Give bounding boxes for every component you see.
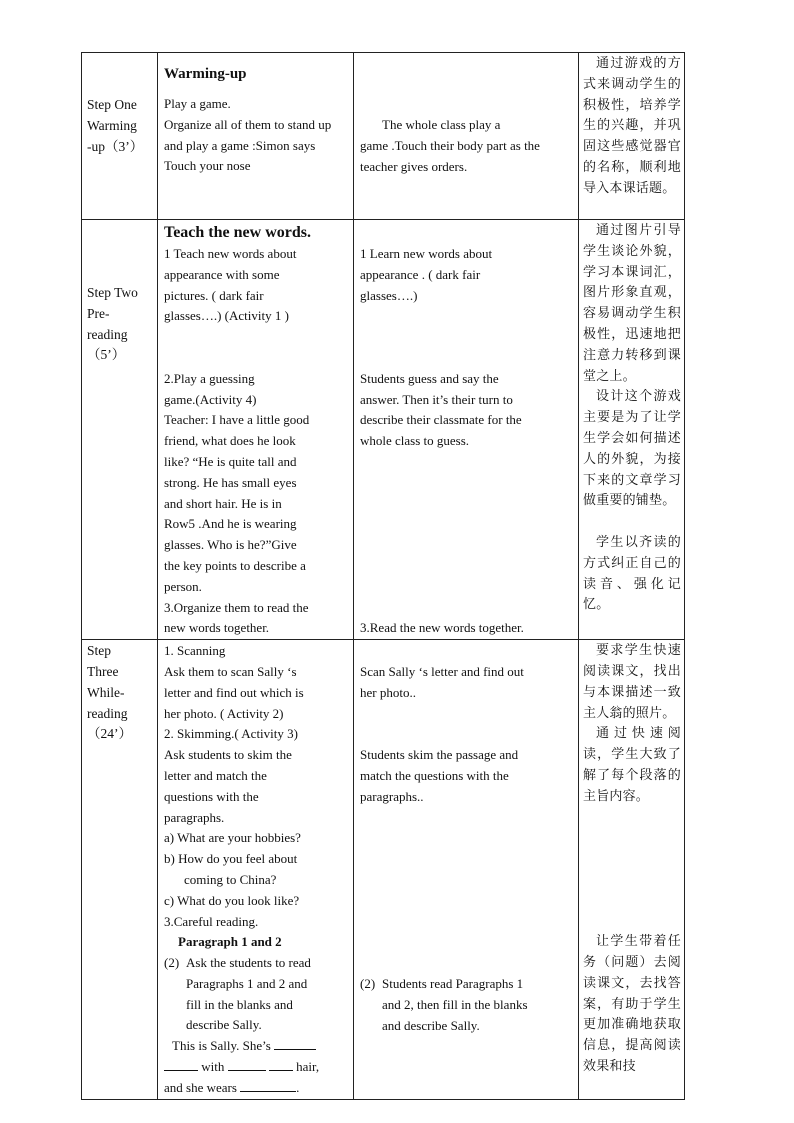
text-line: questions with the	[164, 788, 259, 804]
text-line: glasses. Who is he?”Give	[164, 537, 297, 553]
purpose-text: 学生以齐读的方式纠正自己的读音、强化记忆。	[583, 534, 681, 613]
blank[interactable]	[240, 1079, 296, 1092]
teacher-activity-cell	[158, 220, 354, 640]
text-line: teacher gives orders.	[360, 158, 468, 174]
text-line: appearance . ( dark fair	[360, 266, 481, 282]
purpose-text: 通过快速阅读，学生大致了解了每个段落的主旨内容。	[583, 726, 681, 804]
text-line: fill in the blanks and	[186, 996, 293, 1012]
text-fragment: hair,	[296, 1059, 320, 1075]
text-line: 2.Play a guessing	[164, 370, 255, 386]
fill-blank-line	[164, 1057, 349, 1078]
blank[interactable]	[269, 1058, 293, 1071]
text-line: and 2, then fill in the blanks	[382, 996, 528, 1012]
text-line: friend, what does he look	[164, 433, 296, 449]
student-activity-cell	[354, 220, 579, 640]
text-line: and describe Sally.	[382, 1017, 480, 1033]
text-line: describe Sally.	[186, 1017, 262, 1033]
text-line: match the questions with the	[360, 768, 509, 784]
text-line: b) How do you feel about	[164, 851, 298, 867]
purpose-text: 设计这个游戏主要是为了让学生学会如何描述人的外貌，为接下来的文章学习做重要的铺垫。	[583, 389, 681, 509]
teacher-activity-cell	[158, 53, 354, 220]
text-line: appearance with some	[164, 266, 280, 282]
text-line: 1 Learn new words about	[360, 246, 493, 261]
text-line: a) What are your hobbies?	[164, 830, 301, 846]
text-line: letter and find out which is	[164, 684, 304, 700]
text-line: Row5 .And he is wearing	[164, 516, 297, 532]
blank[interactable]	[228, 1058, 266, 1071]
text-line: 1. Scanning	[164, 643, 226, 659]
text-line: 3.Careful reading.	[164, 913, 259, 929]
purpose-cell	[579, 640, 685, 1100]
step-label: Step One	[87, 97, 137, 112]
blank[interactable]	[274, 1037, 316, 1050]
text-line: Ask them to scan Sally ‘s	[164, 663, 297, 679]
text-line: and play a game :Simon says	[164, 137, 316, 153]
text-line: Organize all of them to stand up	[164, 116, 332, 132]
text-line: game .Touch their body part as the	[360, 137, 540, 153]
row-step-one	[82, 53, 685, 220]
text-line: Ask students to skim the	[164, 747, 292, 763]
purpose-cell	[579, 220, 685, 640]
purpose-text: 让学生带着任务（问题）去阅读课文，去找答案，有助于学生更加准确地获取信息，提高阅读效果和技	[583, 934, 681, 1075]
teacher-activity-cell	[158, 640, 354, 1100]
fill-blank-line	[164, 1036, 349, 1057]
text-line: 3.Read the new words together.	[360, 620, 524, 636]
text-line: Teacher: I have a little good	[164, 412, 310, 428]
text-line: Play a game.	[164, 96, 231, 111]
text-line: Students skim the passage and	[360, 747, 519, 763]
text-line: the key points to describe a	[164, 557, 306, 573]
text-line: describe their classmate for the	[360, 412, 522, 428]
step-cell	[82, 640, 158, 1100]
blank[interactable]	[164, 1058, 198, 1071]
row-step-two	[82, 220, 685, 640]
text-fragment: with	[201, 1059, 225, 1075]
text-line: Students read Paragraphs 1	[382, 976, 524, 992]
text-line: and short hair. He is in	[164, 495, 282, 511]
lesson-plan-table	[81, 52, 685, 1100]
text-line: Ask the students to read	[186, 955, 311, 971]
step-label: （5’）	[87, 347, 126, 363]
step-label: Step	[87, 643, 112, 659]
text-line: Paragraphs 1 and 2 and	[186, 975, 308, 991]
text-line: The whole class play a	[382, 117, 501, 132]
purpose-cell	[579, 53, 685, 220]
step-label: reading	[87, 326, 128, 342]
text-line: c) What do you look like?	[164, 892, 300, 908]
text-line: answer. Then it’s their turn to	[360, 391, 513, 407]
text-line: 2. Skimming.( Activity 3)	[164, 726, 298, 742]
text-line: 3.Organize them to read the	[164, 599, 309, 615]
text-fragment: and she wears	[164, 1079, 237, 1095]
step-label: reading	[87, 705, 128, 721]
step-label: Warming	[87, 117, 137, 133]
student-activity-cell	[354, 640, 579, 1100]
section-title: Teach the new words.	[164, 224, 311, 241]
step-label: Three	[87, 663, 119, 679]
text-line: glasses….) (Activity 1 )	[164, 308, 289, 324]
text-line: strong. He has small eyes	[164, 474, 297, 490]
item-number: (2)	[164, 955, 180, 971]
text-line: Scan Sally ‘s letter and find out	[360, 664, 524, 680]
purpose-text: 通过游戏的方式来调动学生的积极性，培养学生的兴趣，并巩固这些感觉器官的名称，顺利地导入本课话题。	[583, 56, 681, 196]
step-label: Pre-	[87, 305, 110, 321]
text-line: paragraphs..	[360, 788, 424, 804]
text-line: game.(Activity 4)	[164, 391, 257, 407]
text-line: 1 Teach new words about	[164, 246, 297, 261]
step-label: Step Two	[87, 285, 138, 300]
item-number: (2)	[360, 976, 376, 992]
text-line: new words together.	[164, 620, 270, 636]
text-line: letter and match the	[164, 767, 267, 783]
step-label: （24’）	[87, 726, 132, 742]
paragraph-heading: Paragraph 1 and 2	[178, 934, 282, 950]
fill-blank-line: and she wears .	[164, 1079, 300, 1095]
text-line: glasses….)	[360, 287, 418, 303]
purpose-text: 通过图片引导学生谈论外貌，学习本课词汇，图片形象直观，容易调动学生积极性，迅速地把注意力转移到课堂之上。	[583, 223, 681, 384]
step-cell	[82, 53, 158, 220]
step-cell	[82, 220, 158, 640]
purpose-text: 要求学生快速阅读课文，找出与本课描述一致主人翁的照片。	[583, 643, 681, 721]
text-fragment: This is Sally. She’s	[172, 1038, 271, 1054]
student-activity-cell	[354, 53, 579, 220]
text-line: Students guess and say the	[360, 370, 499, 386]
row-step-three	[82, 640, 685, 1100]
text-line: her photo..	[360, 684, 416, 700]
text-line: person.	[164, 578, 202, 594]
text-line: her photo. ( Activity 2)	[164, 705, 284, 721]
text-line: like? “He is quite tall and	[164, 453, 297, 469]
step-label: While-	[87, 684, 125, 700]
text-line: whole class to guess.	[360, 433, 470, 449]
section-title: Warming-up	[164, 66, 247, 82]
text-line: coming to China?	[184, 871, 277, 887]
step-label: -up（3’）	[87, 138, 144, 154]
text-line: Touch your nose	[164, 158, 251, 174]
text-line: pictures. ( dark fair	[164, 287, 264, 303]
text-line: paragraphs.	[164, 809, 225, 825]
